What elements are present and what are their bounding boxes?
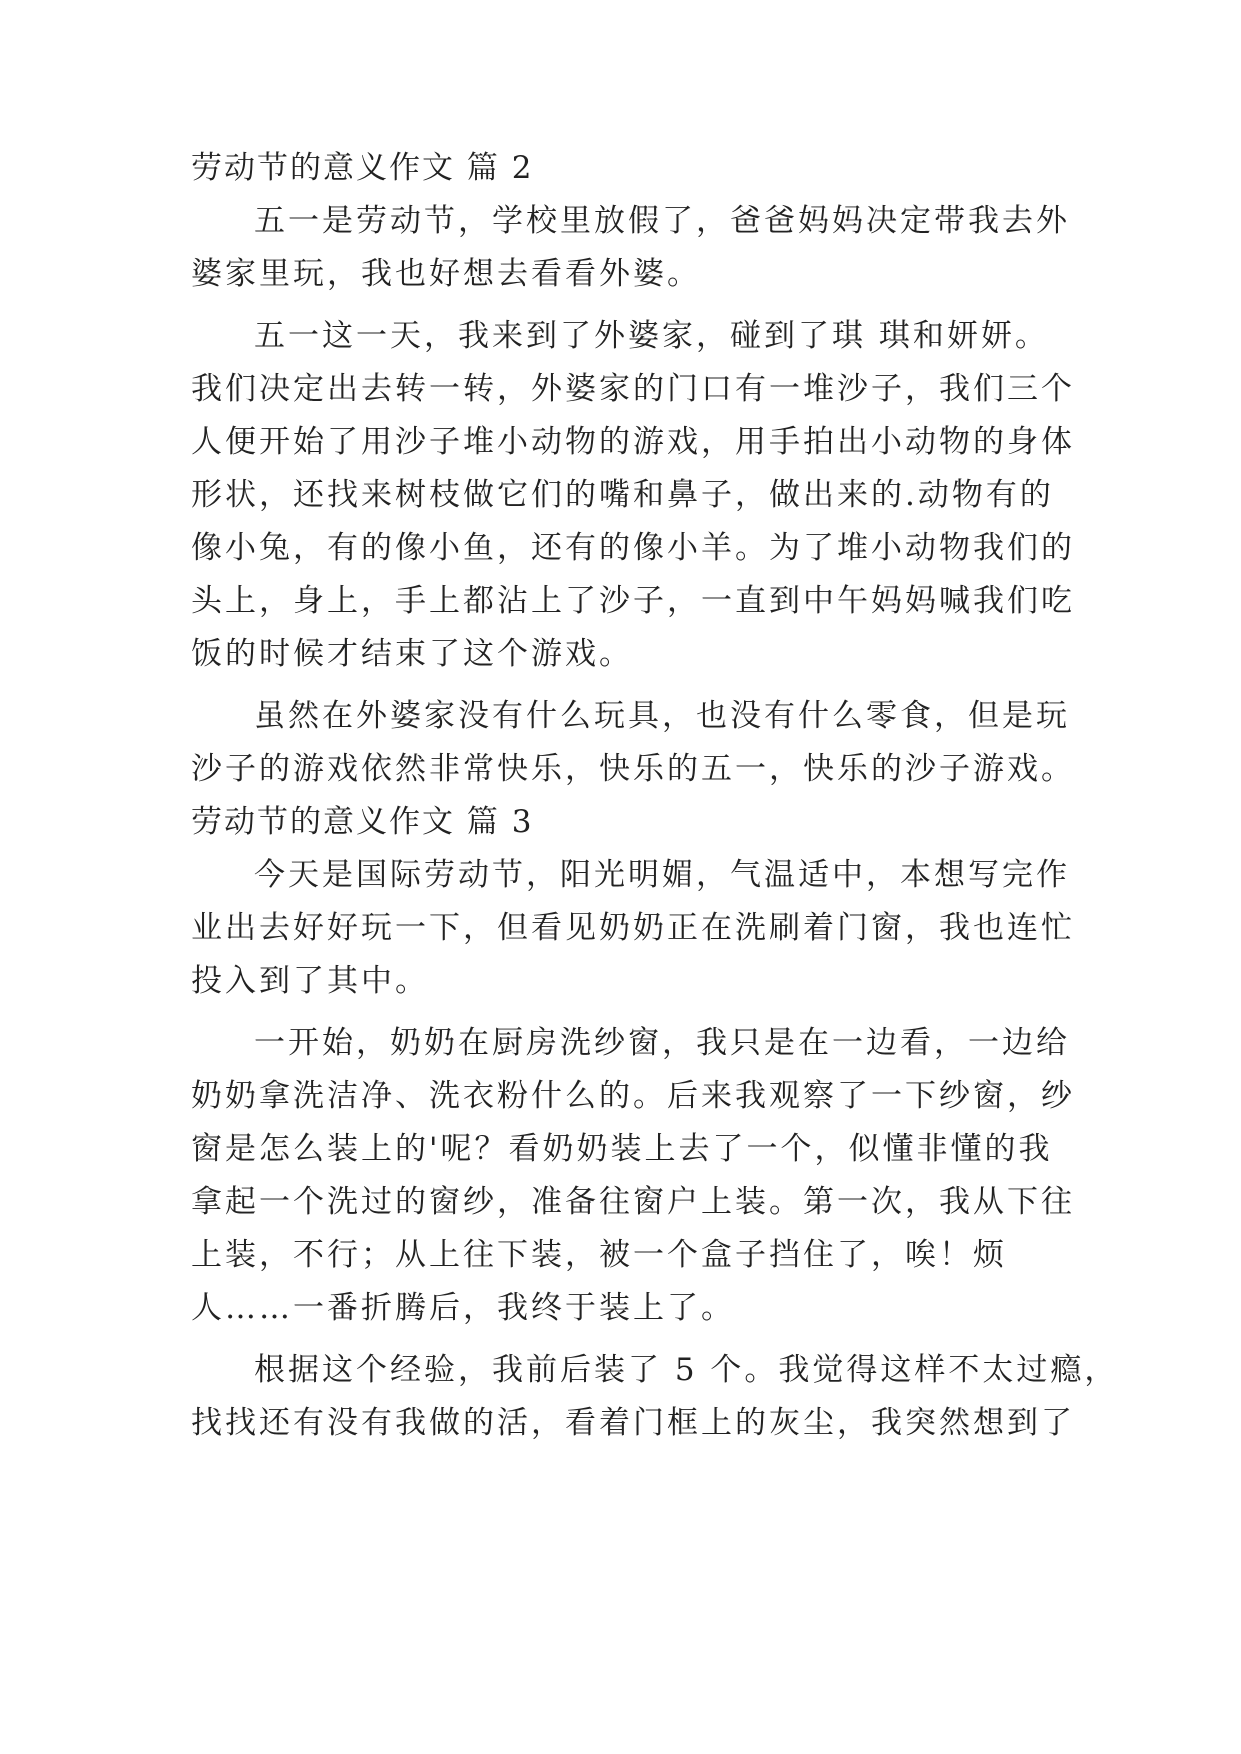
section-2-title: 劳动节的意义作文 篇 2 xyxy=(191,150,534,186)
section-2-line-8: 头上，身上，手上都沾上了沙子，一直到中午妈妈喊我们吃 xyxy=(191,583,1075,619)
section-3-line-9: 人……一番折腾后，我终于装上了。 xyxy=(191,1290,735,1326)
section-3-line-7: 拿起一个洗过的窗纱，准备往窗户上装。第一次，我从下往 xyxy=(191,1184,1075,1220)
section-2-line-2: 婆家里玩，我也好想去看看外婆。 xyxy=(191,256,701,292)
section-3-line-10: 根据这个经验，我前后装了 5 个。我觉得这样不太过瘾， xyxy=(254,1352,1119,1388)
section-3-line-2: 业出去好好玩一下，但看见奶奶正在洗刷着门窗，我也连忙 xyxy=(191,910,1075,946)
section-2-line-1: 五一是劳动节，学校里放假了，爸爸妈妈决定带我去外 xyxy=(254,203,1070,239)
section-2-line-4: 我们决定出去转一转，外婆家的门口有一堆沙子，我们三个 xyxy=(191,371,1075,407)
section-3-line-5: 奶奶拿洗洁净、洗衣粉什么的。后来我观察了一下纱窗，纱 xyxy=(191,1078,1075,1114)
section-2-line-7: 像小兔，有的像小鱼，还有的像小羊。为了堆小动物我们的 xyxy=(191,530,1075,566)
section-3-line-3: 投入到了其中。 xyxy=(191,963,429,999)
section-2-line-3: 五一这一天，我来到了外婆家，碰到了琪 琪和妍妍。 xyxy=(254,318,1049,354)
section-2-line-9: 饭的时候才结束了这个游戏。 xyxy=(191,636,633,672)
section-2-line-6: 形状，还找来树枝做它们的嘴和鼻子，做出来的.动物有的 xyxy=(191,477,1054,513)
section-3-line-11: 找找还有没有我做的活，看着门框上的灰尘，我突然想到了 xyxy=(191,1405,1075,1441)
section-3-line-8: 上装，不行；从上往下装，被一个盒子挡住了，唉！烦 xyxy=(191,1237,1007,1273)
section-3-title: 劳动节的意义作文 篇 3 xyxy=(191,804,534,840)
section-2-line-11: 沙子的游戏依然非常快乐，快乐的五一，快乐的沙子游戏。 xyxy=(191,751,1075,787)
section-3-line-6: 窗是怎么装上的'呢？看奶奶装上去了一个，似懂非懂的我 xyxy=(191,1131,1053,1167)
section-2-line-10: 虽然在外婆家没有什么玩具，也没有什么零食，但是玩 xyxy=(254,698,1070,734)
section-2-line-5: 人便开始了用沙子堆小动物的游戏，用手拍出小动物的身体 xyxy=(191,424,1075,460)
section-3-line-1: 今天是国际劳动节，阳光明媚，气温适中，本想写完作 xyxy=(254,857,1070,893)
section-3-line-4: 一开始，奶奶在厨房洗纱窗，我只是在一边看，一边给 xyxy=(254,1025,1070,1061)
